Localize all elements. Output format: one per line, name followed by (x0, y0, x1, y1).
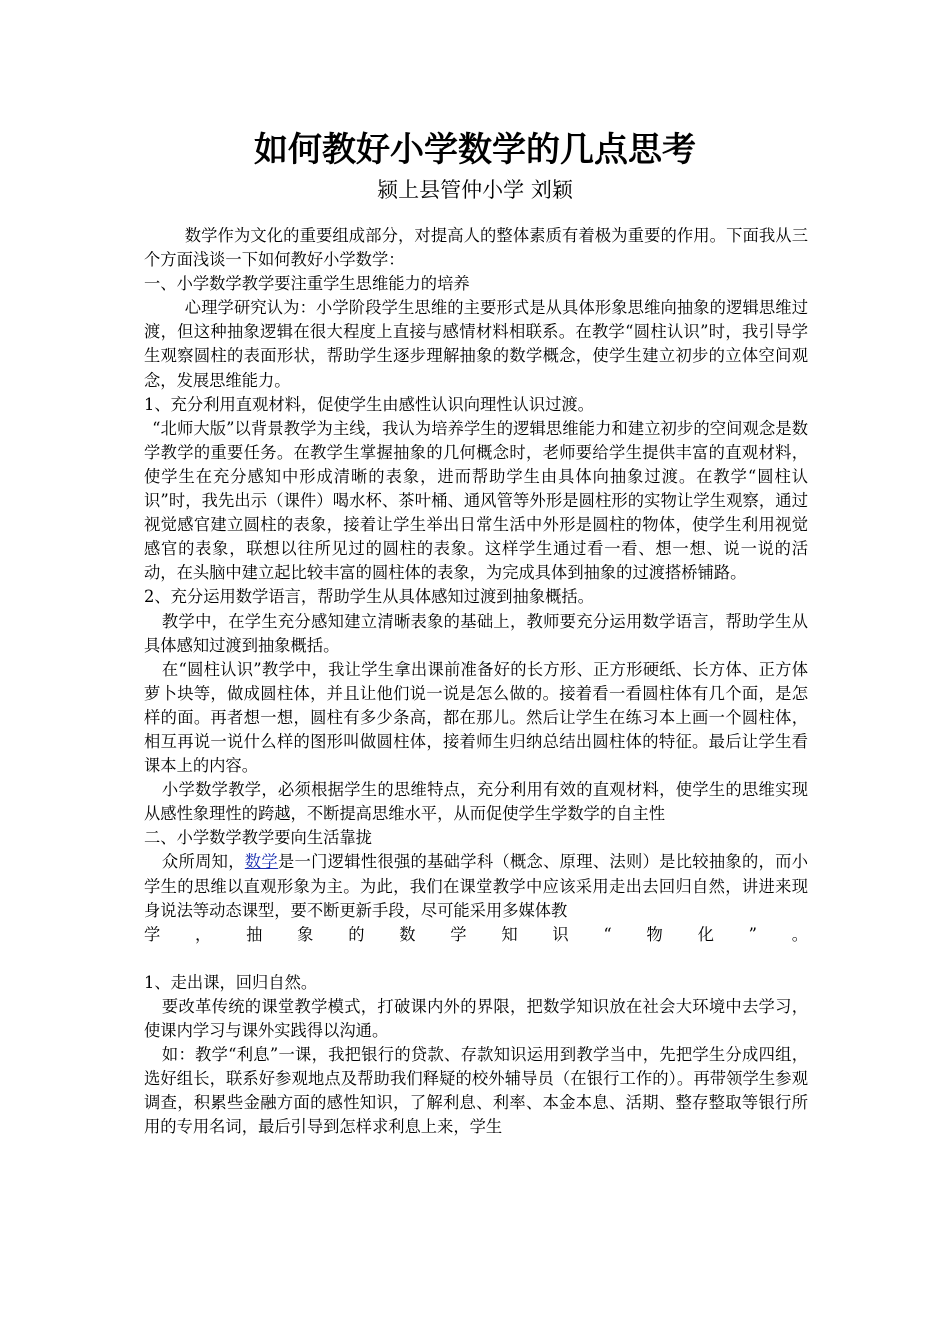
paragraph-intro: 数学作为文化的重要组成部分，对提高人的整体素质有着极为重要的作用。下面我从三个方面浅谈一下如何教好小学数学： (144, 226, 808, 270)
blank-line (144, 947, 808, 971)
paragraph-math-language: 教学中，在学生充分感知建立清晰表象的基础上，教师要充分运用数学语言，帮助学生从具体感知过渡到抽象概括。 (144, 611, 808, 655)
subheading-1-2: 2、充分运用数学语言，帮助学生从具体感知过渡到抽象概括。 (144, 587, 594, 607)
paragraph-visual-materials: “北师大版”以背景教学为主线，我认为培养学生的逻辑思维能力和建立初步的空间观念是数学教学的重要任务。在教学生掌握抽象的几何概念时，老师要给学生提供丰富的直观材料，使学生在充分感知中形成清晰的表象，进而帮助学生由具体向抽象过渡。在教学“圆柱认识”时，我先出示（课件）喝水杯、茶叶桶、通风管等外形是圆柱形的实物让学生观察，通过视觉感官建立圆柱的表象，接着让学生举出日常生活中外形是圆柱的物体，使学生利用视觉感官的表象，联想以往所见过的圆柱的表象。这样学生通过看一看、想一想、说一说的活动，在头脑中建立起比较丰富的圆柱体的表象，为完成具体到抽象的过渡搭桥铺路。 (144, 418, 808, 583)
subheading-2-1: 1、走出课，回归自然。 (144, 972, 318, 992)
document-title: 如何教好小学数学的几点思考 (254, 130, 696, 170)
paragraph-cylinder-lesson: 在“圆柱认识”教学中，我让学生拿出课前准备好的长方形、正方形硬纸、长方体、正方体萝卜块等，做成圆柱体，并且让他们说一说是怎么做的。接着看一看圆柱体有几个面，是怎样的面。再者想一想，圆柱有多少条高，都在那儿。然后让学生在练习本上画一个圆柱体，相互再说一说什么样的图形叫做圆柱体，接着师生归纳总结出圆柱体的特征。最后让学生看课本上的内容。 (144, 659, 808, 776)
paragraph-real-life-start: 众所周知， (161, 852, 245, 872)
paragraph-real-life (144, 850, 808, 922)
heading-section-2: 二、小学数学教学要向生活靠拢 (144, 828, 372, 848)
paragraph-real-life-end: 学，抽象的数学知识“物化”。 (144, 924, 808, 944)
paragraph-psychology: 心理学研究认为：小学阶段学生思维的主要形式是从具体形象思维向抽象的逻辑思维过渡，但这种抽象逻辑在很大程度上直接与感情材料相联系。在教学“圆柱认识”时，我引导学生观察圆柱的表面形状，帮助学生逐步理解抽象的数学概念，使学生建立初步的立体空间观念，发展思维能力。 (144, 298, 808, 390)
paragraph-interest-lesson: 如：教学“利息”一课，我把银行的贷款、存款知识运用到教学当中，先把学生分成四组，选好组长，联系好参观地点及帮助我们释疑的校外辅导员（在银行工作的）。再带领学生参观调查，积累些金融方面的感性知识，了解利息、利率、本金本息、活期、整存整取等银行所用的专用名词，最后引导到怎样求利息上来，学生 (144, 1045, 808, 1137)
subheading-1-1: 1、充分利用直观材料，促使学生由感性认识向理性认识过渡。 (144, 394, 594, 414)
heading-section-1: 一、小学数学教学要注重学生思维能力的培养 (144, 274, 470, 294)
paragraph-reform: 要改革传统的课堂教学模式，打破课内外的界限，把数学知识放在社会大环境中去学习，使课内学习与课外实践得以沟通。 (144, 997, 808, 1041)
paragraph-real-life-rest: 是一门逻辑性很强的基础学科（概念、原理、法则）是比较抽象的，而小学生的思维以直观形象为主。为此，我们在课堂教学中应该采用走出去回归自然，讲进来现身说法等动态课型，要不断更新手段，尽可能采用多媒体教 (144, 852, 808, 920)
math-link[interactable]: 数学 (244, 852, 278, 872)
document-body (144, 224, 808, 1140)
document-author: 颍上县管仲小学 刘颖 (377, 178, 573, 202)
paragraph-summary: 小学数学教学，必须根据学生的思维特点，充分利用有效的直观材料，使学生的思维实现从感性象理性的跨越，不断提高思维水平，从而促使学生学数学的自主性 (144, 780, 808, 824)
